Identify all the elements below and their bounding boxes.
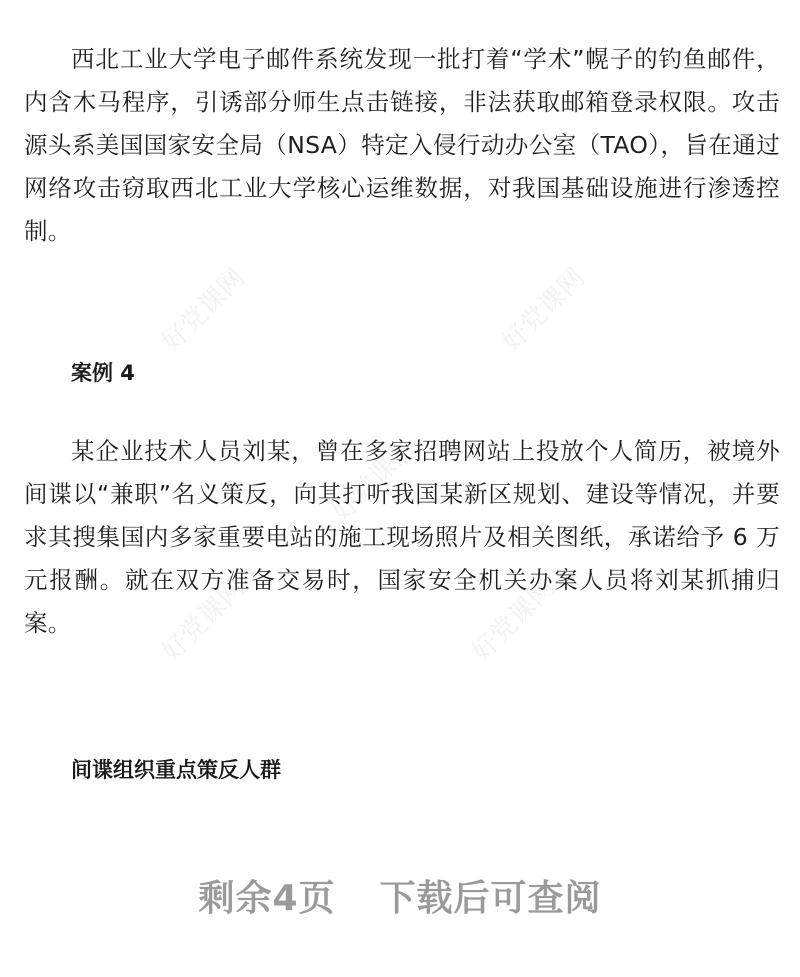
watermark: 好党课网	[326, 432, 422, 528]
download-to-view-label: 下载后可查阅	[379, 878, 602, 919]
watermark: 好党课网	[496, 262, 592, 358]
remaining-pages-label: 剩余4页	[198, 878, 336, 919]
paragraph-liu-case: 某企业技术人员刘某，曾在多家招聘网站上投放个人简历，被境外间谍以“兼职”名义策反，向其打听我国某新区规划、建设等情况，并要求其搜集国内多家重要电站的施工现场照片及相关图纸，承诺给予 6 万元报酬。就在双方准备交易时，国家安全机关办案人员将刘某抓捕归案。	[24, 437, 780, 637]
download-prompt[interactable]	[0, 870, 800, 921]
watermark: 好党课网	[156, 572, 252, 668]
section-heading-case-4: 案例 4	[71, 361, 135, 385]
watermark: 好党课网	[156, 262, 252, 358]
section-heading-target-groups: 间谍组织重点策反人群	[71, 758, 281, 782]
watermark: 好党课网	[466, 572, 562, 668]
paragraph-nwpu-phishing-case: 西北工业大学电子邮件系统发现一批打着“学术”幌子的钓鱼邮件，内含木马程序，引诱部分师生点击链接，非法获取邮箱登录权限。攻击源头系美国国家安全局（NSA）特定入侵行动办公室（TAO），旨在通过网络攻击窃取西北工业大学核心运维数据，对我国基础设施进行渗透控制。	[24, 45, 780, 245]
